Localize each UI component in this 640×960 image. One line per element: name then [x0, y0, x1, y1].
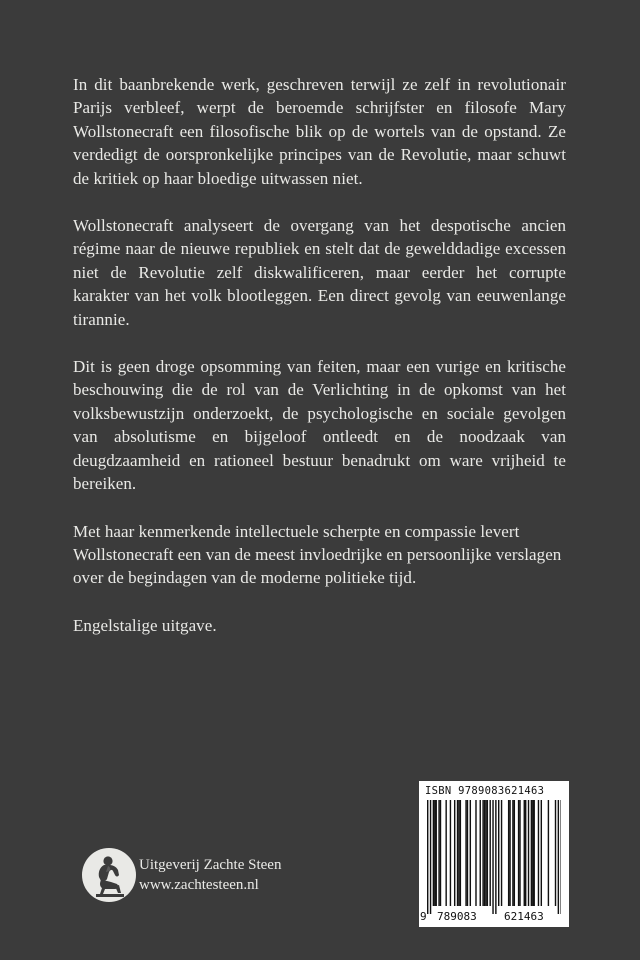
barcode-bar — [509, 800, 510, 906]
barcode-bar — [470, 800, 471, 906]
thinker-statue-logo-icon — [82, 848, 136, 902]
barcode-bar — [427, 800, 428, 914]
barcode-bar — [467, 800, 468, 906]
barcode-bar — [501, 800, 502, 906]
barcode-bar — [465, 800, 466, 906]
barcode-bar — [519, 800, 520, 906]
barcode-bar — [484, 800, 485, 906]
barcode-bar — [489, 800, 490, 906]
isbn-digit-group-1: 789083 — [437, 910, 477, 923]
blurb-paragraph-2: Wollstonecraft analyseert de overgang van het despotische ancien régime naar de nieuwe republiek en stelt dat de gewelddadige excessen niet de Revolutie zelf diskwalificeren, maar eerder het corrupte karakter van het volk blootleggen. Een direct gevolg van eeuwenlange tirannie. — [73, 216, 566, 329]
publisher-block — [82, 848, 342, 904]
barcode-bar — [445, 800, 446, 906]
barcode-bar — [430, 800, 431, 914]
barcode-bar — [487, 800, 488, 906]
barcode-bar — [538, 800, 539, 906]
barcode-bar — [460, 800, 461, 906]
barcode-bar — [454, 800, 455, 906]
barcode-bar — [433, 800, 434, 906]
edition-note: Engelstalige uitgave. — [73, 615, 217, 635]
barcode-bar — [440, 800, 441, 906]
publisher-website: www.zachtesteen.nl — [139, 877, 259, 893]
publisher-name: Uitgeverij Zachte Steen — [139, 857, 282, 873]
barcode-bar — [457, 800, 458, 906]
barcode-bar — [555, 800, 556, 906]
barcode-bar — [532, 800, 533, 906]
barcode-bar — [558, 800, 559, 914]
barcode-bar — [495, 800, 496, 914]
barcode-bar — [498, 800, 499, 906]
blurb-paragraph-4: Met haar kenmerkende intellectuele scherpte en compassie levert Wollstonecraft een van de meest invloedrijke en persoonlijke verslagen over de begindagen van de moderne politieke tijd. — [73, 521, 562, 588]
barcode-bar — [528, 800, 529, 906]
publisher-text — [139, 855, 281, 895]
barcode-bar — [458, 800, 459, 906]
isbn-digit-lead: 9 — [420, 910, 427, 923]
barcode-bar — [475, 800, 476, 906]
barcode-bar — [514, 800, 515, 906]
barcode-bar — [518, 800, 519, 906]
barcode-bar — [480, 800, 481, 906]
isbn-label: ISBN 9789083621463 — [425, 785, 545, 797]
blurb-paragraph-3: Dit is geen droge opsomming van feiten, maar een vurige en kritische beschouwing die de rol van de Verlichting in de opkomst van het volksbewustzijn onderzoekt, de psychologische en sociale gevolgen van absolutisme en bijgeloof ontleedt en de noodzaak van deugdzaamheid en rationeel bestuur benadrukt om ware vrijheid te bereiken. — [73, 357, 566, 494]
barcode-bar — [492, 800, 493, 914]
isbn-digit-group-2: 621463 — [504, 910, 544, 923]
barcode-bar — [531, 800, 532, 906]
barcode-bar — [512, 800, 513, 906]
barcode-bar — [508, 800, 509, 906]
back-cover-blurb — [73, 73, 566, 661]
barcode-bar — [434, 800, 435, 906]
blurb-paragraph-1: In dit baanbrekende werk, geschreven terwijl ze zelf in revolutionair Parijs verbleef, werpt de beroemde schrijfster en filosofe Mary Wollstonecraft een filosofische blik op de wortels van de opstand. Ze verdedigt de oorspronkelijke principes van de Revolutie, maar schuwt de kritiek op haar bloedige uitwassen niet. — [73, 75, 566, 188]
barcode-bar — [450, 800, 451, 906]
barcode-bar — [534, 800, 535, 906]
barcode-bar — [541, 800, 542, 906]
barcode-bar — [436, 800, 437, 906]
barcode-bars — [427, 800, 561, 914]
barcode-bar — [525, 800, 526, 906]
barcode-bar — [482, 800, 483, 906]
barcode-bar — [485, 800, 486, 906]
barcode-bar — [560, 800, 561, 914]
barcode-bar — [548, 800, 549, 906]
isbn-barcode — [419, 781, 569, 927]
barcode-bar — [438, 800, 439, 906]
barcode-bar — [524, 800, 525, 906]
